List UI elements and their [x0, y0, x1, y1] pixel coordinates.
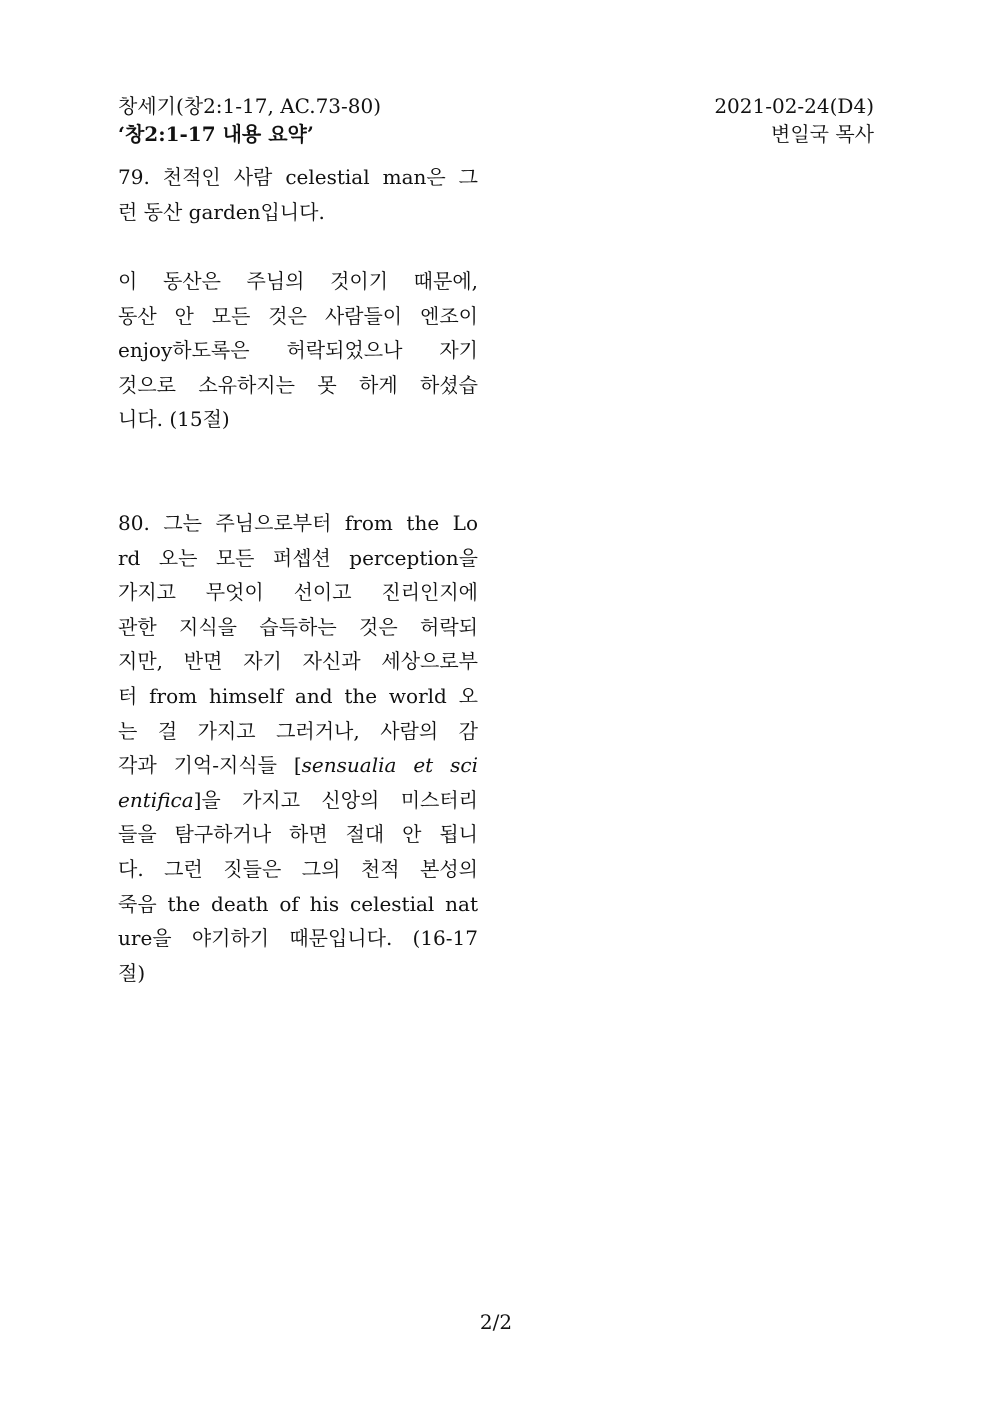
text-line: 것으로 소유하지는 못 하게 하셨습: [118, 372, 478, 397]
text-line: 죽음 the death of his celestial nat: [118, 891, 478, 916]
text-line: ure을 야기하기 때문입니다. (16-17: [118, 926, 478, 951]
text-line: 80. 그는 주님으로부터 from the Lo: [118, 511, 478, 535]
text-line: 절): [118, 960, 146, 985]
document-header-left: [118, 92, 381, 148]
text-line: 동산 안 모든 것은 사람들이 엔조이: [118, 303, 478, 328]
text-line: 런 동산 garden입니다.: [118, 199, 325, 224]
text-line: 들을 탐구하거나 하면 절대 안 됩니: [118, 822, 478, 847]
text-line: 는 걸 가지고 그러거나, 사람의 감: [118, 718, 478, 743]
source-reference: 창세기(창2:1-17, AC.73-80): [118, 94, 382, 118]
text-line: 관한 지식을 습득하는 것은 허락되: [118, 614, 478, 639]
latin-term: entifica: [118, 787, 194, 812]
paragraph-79: [118, 160, 478, 229]
text-line: 가지고 무엇이 선이고 진리인지에: [118, 580, 478, 605]
text-line: 각과 기억-지식들 [sensualia et sci: [118, 753, 479, 778]
text-line: 니다. (15절): [118, 407, 230, 432]
text-line: 지만, 반면 자기 자신과 세상으로부: [118, 649, 478, 674]
text-line: 이 동산은 주님의 것이기 때문에,: [118, 269, 478, 293]
text-line: rd 오는 모든 퍼셉션 perception을: [118, 545, 478, 570]
paragraph-79-continued: [118, 264, 478, 437]
paragraph-80: [118, 506, 478, 990]
text-line: entifica]을 가지고 신앙의 미스터리: [118, 787, 478, 812]
text-line: enjoy하도록은 허락되었으나 자기: [118, 338, 478, 363]
text-line: 다. 그런 짓들은 그의 천적 본성의: [118, 856, 478, 881]
text-line: 터 from himself and the world 오: [118, 683, 478, 708]
document-date: 2021-02-24(D4): [714, 94, 874, 118]
text-line: 79. 천적인 사람 celestial man은 그: [118, 165, 478, 189]
document-subtitle: ‘창2:1-17 내용 요약’: [118, 122, 314, 146]
latin-term: sensualia et sci: [301, 753, 479, 778]
document-header-right: [714, 92, 874, 148]
document-author: 변일국 목사: [771, 122, 874, 146]
page-number: 2/2: [479, 1310, 513, 1334]
